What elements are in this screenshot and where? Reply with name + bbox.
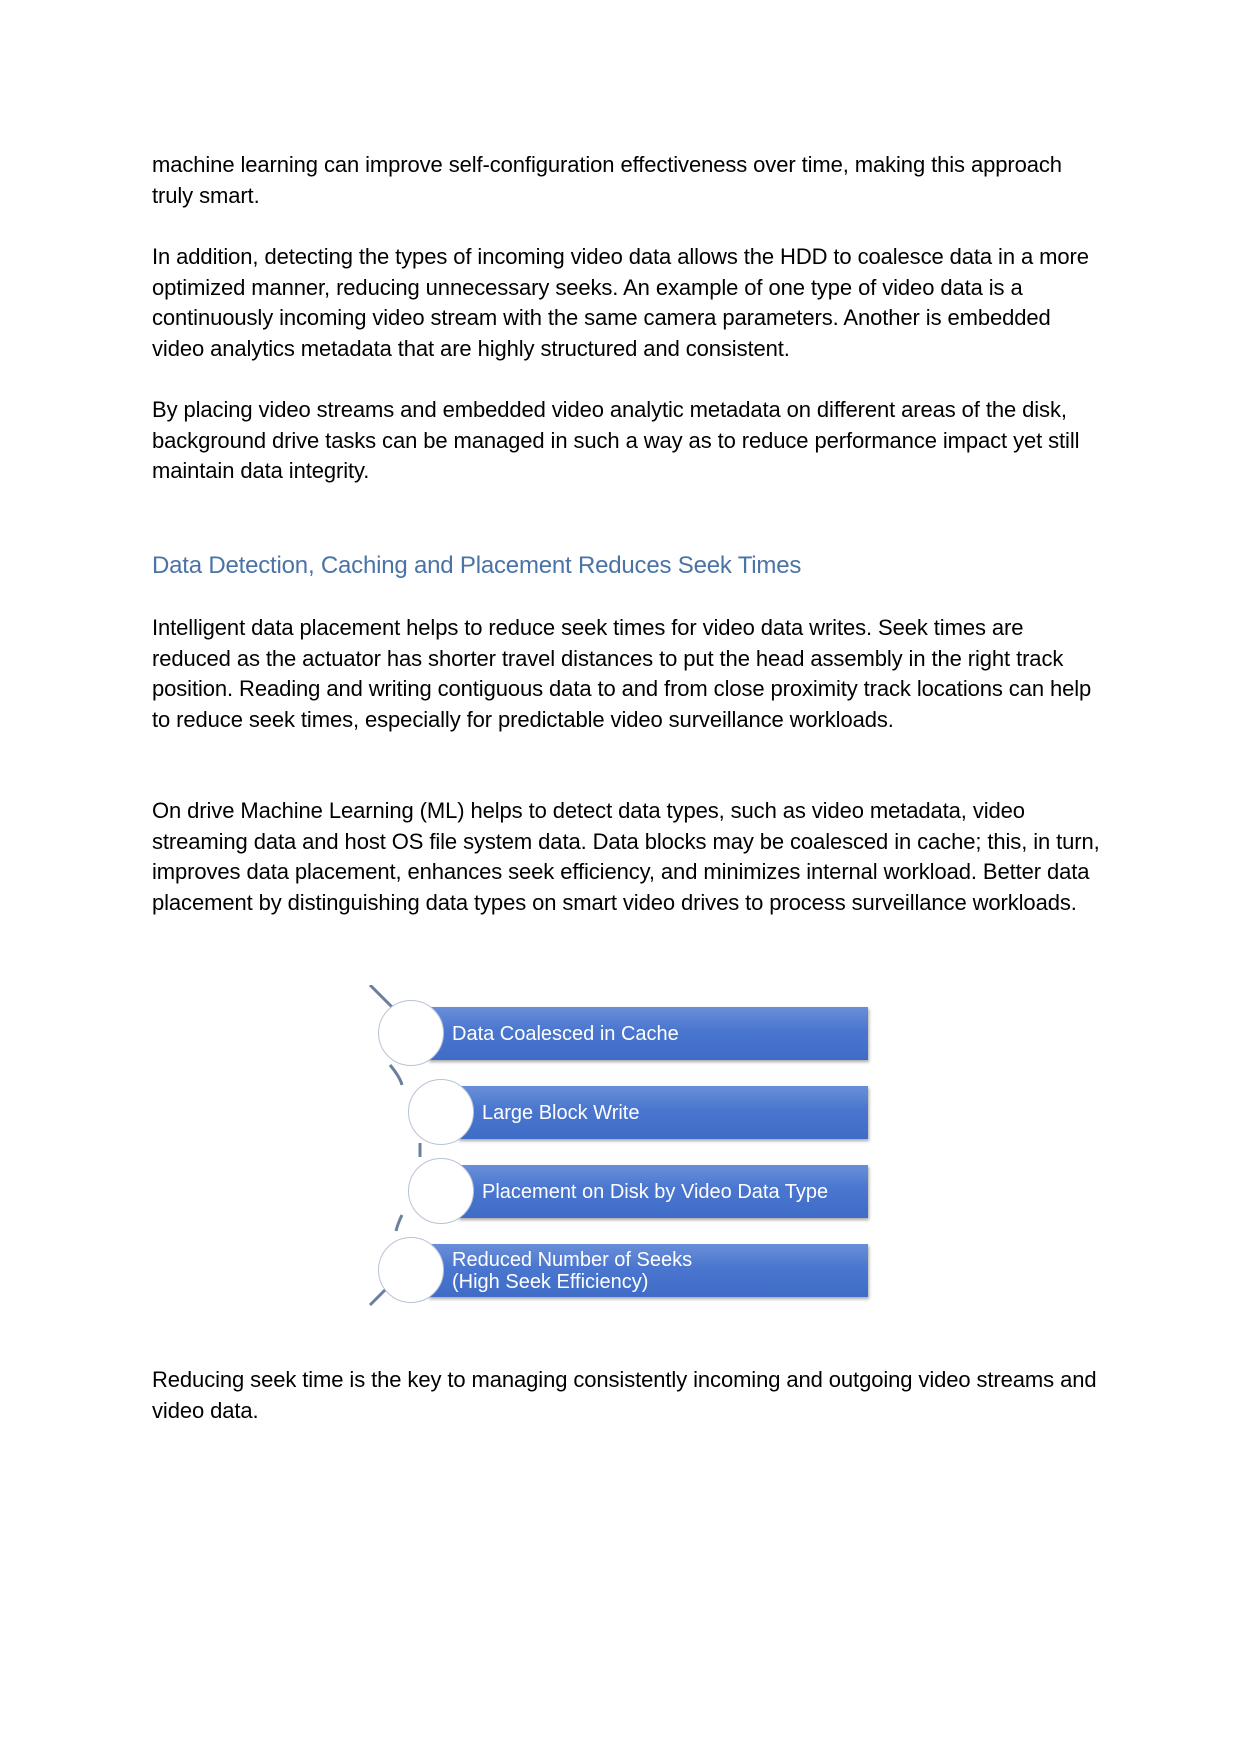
diagram-step-3 [458, 1165, 868, 1218]
paragraph-conclusion: Reducing seek time is the key to managing consistently incoming and outgoing video streams and video data. [152, 1367, 1097, 1423]
diagram-circle-2 [408, 1079, 474, 1145]
section-heading: Data Detection, Caching and Placement Reduces Seek Times [152, 552, 802, 579]
diagram-step-1 [428, 1007, 868, 1060]
diagram-step-2-label: Large Block Write [482, 1101, 640, 1124]
diagram-step-2 [458, 1086, 868, 1139]
paragraph-placement-areas: By placing video streams and embedded video analytic metadata on different areas of the disk, background drive tasks can be managed in such a way as to reduce performance impact yet still maintain data integrity. [152, 397, 1080, 483]
diagram-circle-3 [408, 1158, 474, 1224]
paragraph-intelligent-placement: Intelligent data placement helps to reduce seek times for video data writes. Seek times are reduced as the actuator has shorter travel distances to put the head assembly in the right track position. Reading and writing contiguous data to and from close proximity track locations can help to reduce seek times, especially for predictable video surveillance workloads. [152, 615, 1092, 732]
diagram-step-3-label: Placement on Disk by Video Data Type [482, 1180, 829, 1203]
paragraph-video-data-types: In addition, detecting the types of incoming video data allows the HDD to coalesce data in a more optimized manner, reducing unnecessary seeks. An example of one type of video data is a continuously incoming video stream with the same camera parameters. Another is embedded video analytics metadata that are highly structured and consistent. [152, 244, 1089, 361]
diagram-circle-4 [378, 1237, 444, 1303]
diagram-step-4-label: Reduced Number of Seeks (High Seek Efficiency) [452, 1248, 693, 1293]
diagram-circle-1 [378, 1000, 444, 1066]
paragraph-ml-self-config: machine learning can improve self-configuration effectiveness over time, making this approach truly smart. [152, 152, 1062, 208]
diagram-step-4 [428, 1244, 868, 1297]
paragraph-on-drive-ml: On drive Machine Learning (ML) helps to detect data types, such as video metadata, video streaming data and host OS file system data. Data blocks may be coalesced in cache; this, in turn, improves data placement, enhances seek efficiency, and minimizes internal workload. Better data placement by distinguishing data types on smart video drives to process surveillance workloads. [152, 798, 1100, 915]
process-diagram [368, 985, 888, 1325]
diagram-step-1-label: Data Coalesced in Cache [452, 1022, 679, 1045]
